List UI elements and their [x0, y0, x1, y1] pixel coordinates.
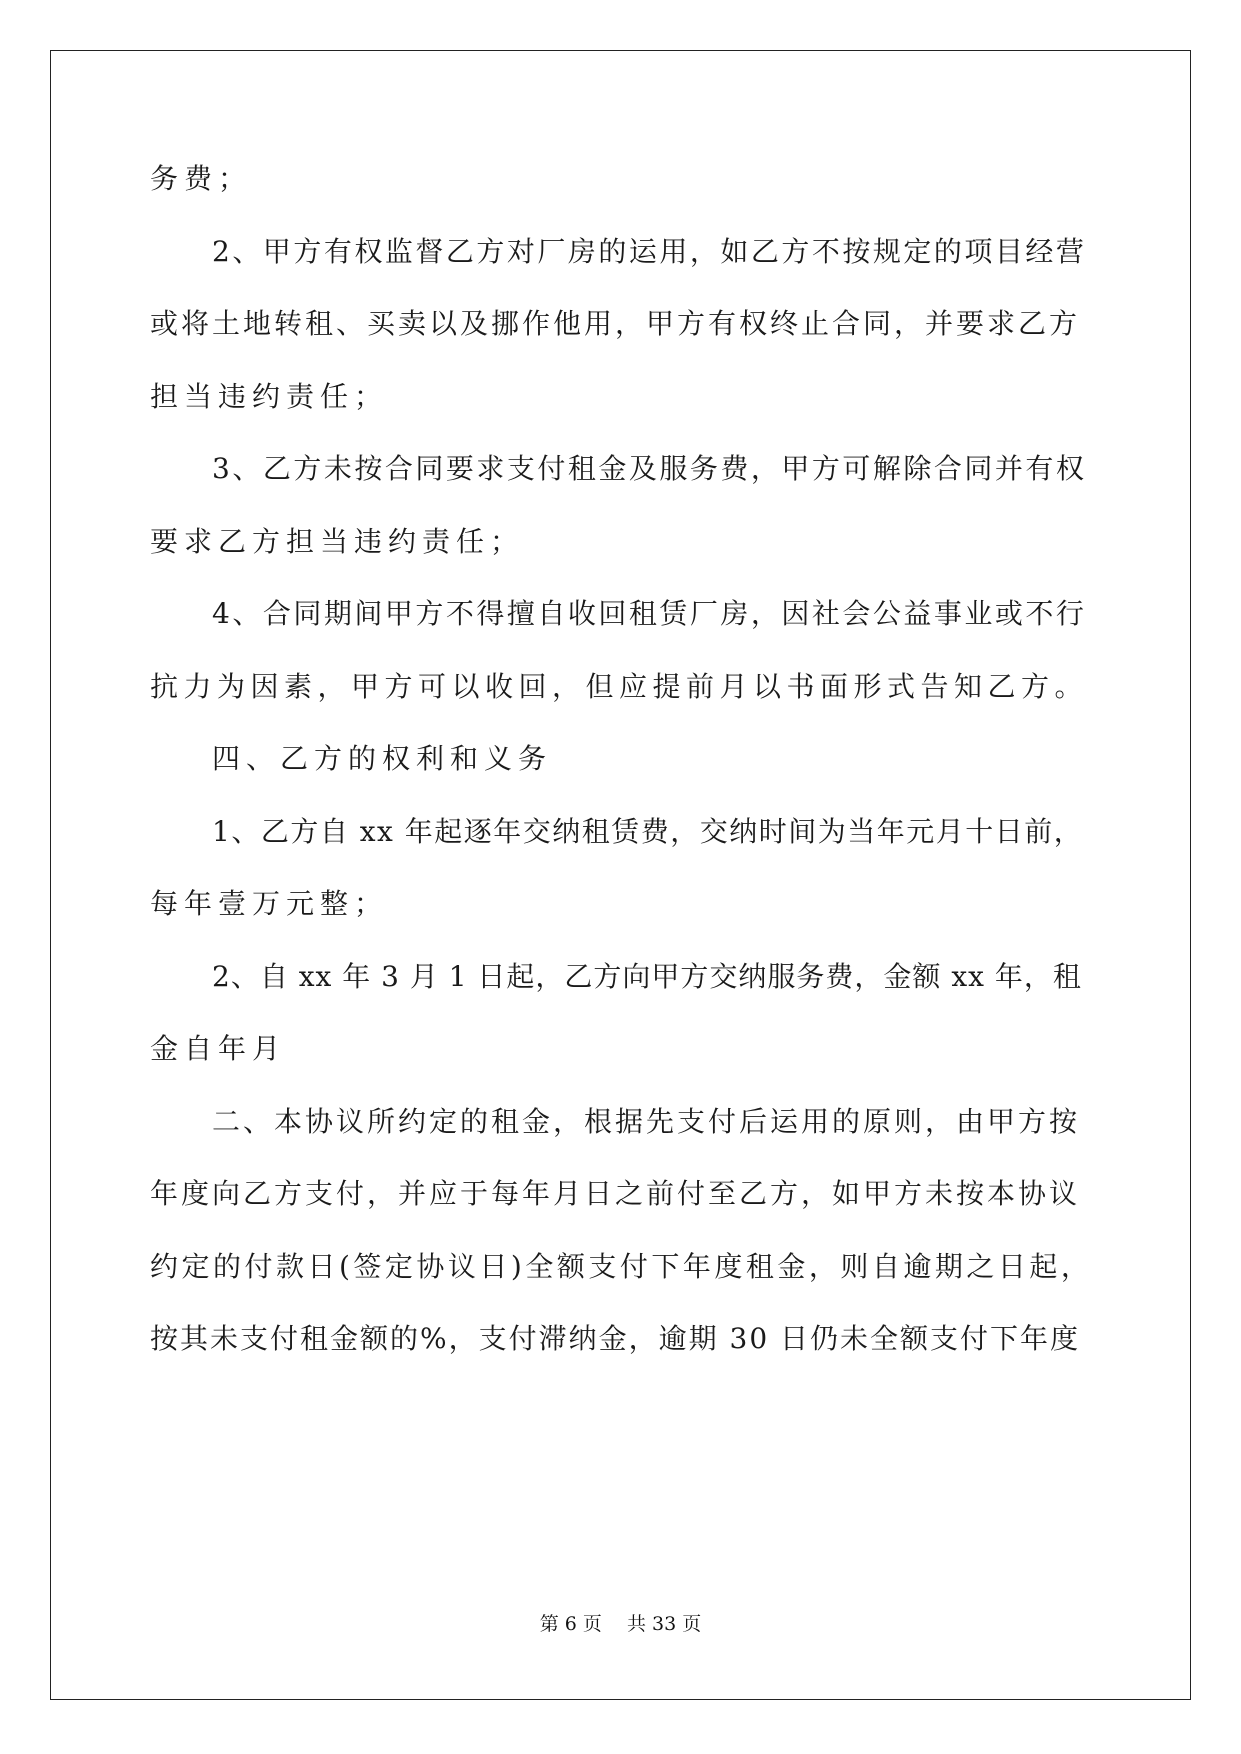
page-number: 第 6 页 共 33 页	[539, 1613, 702, 1635]
text-line: 按其未支付租金额的%，支付滞纳金，逾期 30 日仍未全额支付下年度	[150, 1322, 1081, 1355]
text-line: 抗力为因素，甲方可以收回，但应提前月以书面形式告知乙方。	[150, 670, 1089, 703]
text-line: 4、合同期间甲方不得擅自收回租赁厂房，因社会公益事业或不行	[212, 597, 1087, 630]
text-line: 约定的付款日(签定协议日)全额支付下年度租金，则自逾期之日起，	[150, 1250, 1093, 1283]
text-line: 担当违约责任；	[150, 380, 389, 413]
section-heading: 四、乙方的权利和义务	[212, 742, 553, 775]
page-border	[50, 50, 1191, 1700]
text-line: 年度向乙方支付，并应于每年月日之前付至乙方，如甲方未按本协议	[150, 1177, 1081, 1210]
text-line: 1、乙方自 xx 年起逐年交纳租赁费，交纳时间为当年元月十日前，	[212, 815, 1084, 848]
text-line: 要求乙方担当违约责任；	[150, 525, 525, 558]
text-line: 3、乙方未按合同要求支付租金及服务费，甲方可解除合同并有权	[212, 452, 1087, 485]
text-line: 金自年月	[150, 1032, 287, 1065]
text-line: 务费；	[150, 162, 253, 195]
text-line: 或将土地转租、买卖以及挪作他用，甲方有权终止合同，并要求乙方	[150, 307, 1081, 340]
text-line: 2、自 xx 年 3 月 1 日起，乙方向甲方交纳服务费，金额 xx 年，租	[212, 960, 1082, 993]
text-line: 每年壹万元整；	[150, 887, 389, 920]
text-line: 二、本协议所约定的租金，根据先支付后运用的原则，由甲方按	[212, 1105, 1081, 1138]
text-line: 2、甲方有权监督乙方对厂房的运用，如乙方不按规定的项目经营	[212, 235, 1087, 268]
